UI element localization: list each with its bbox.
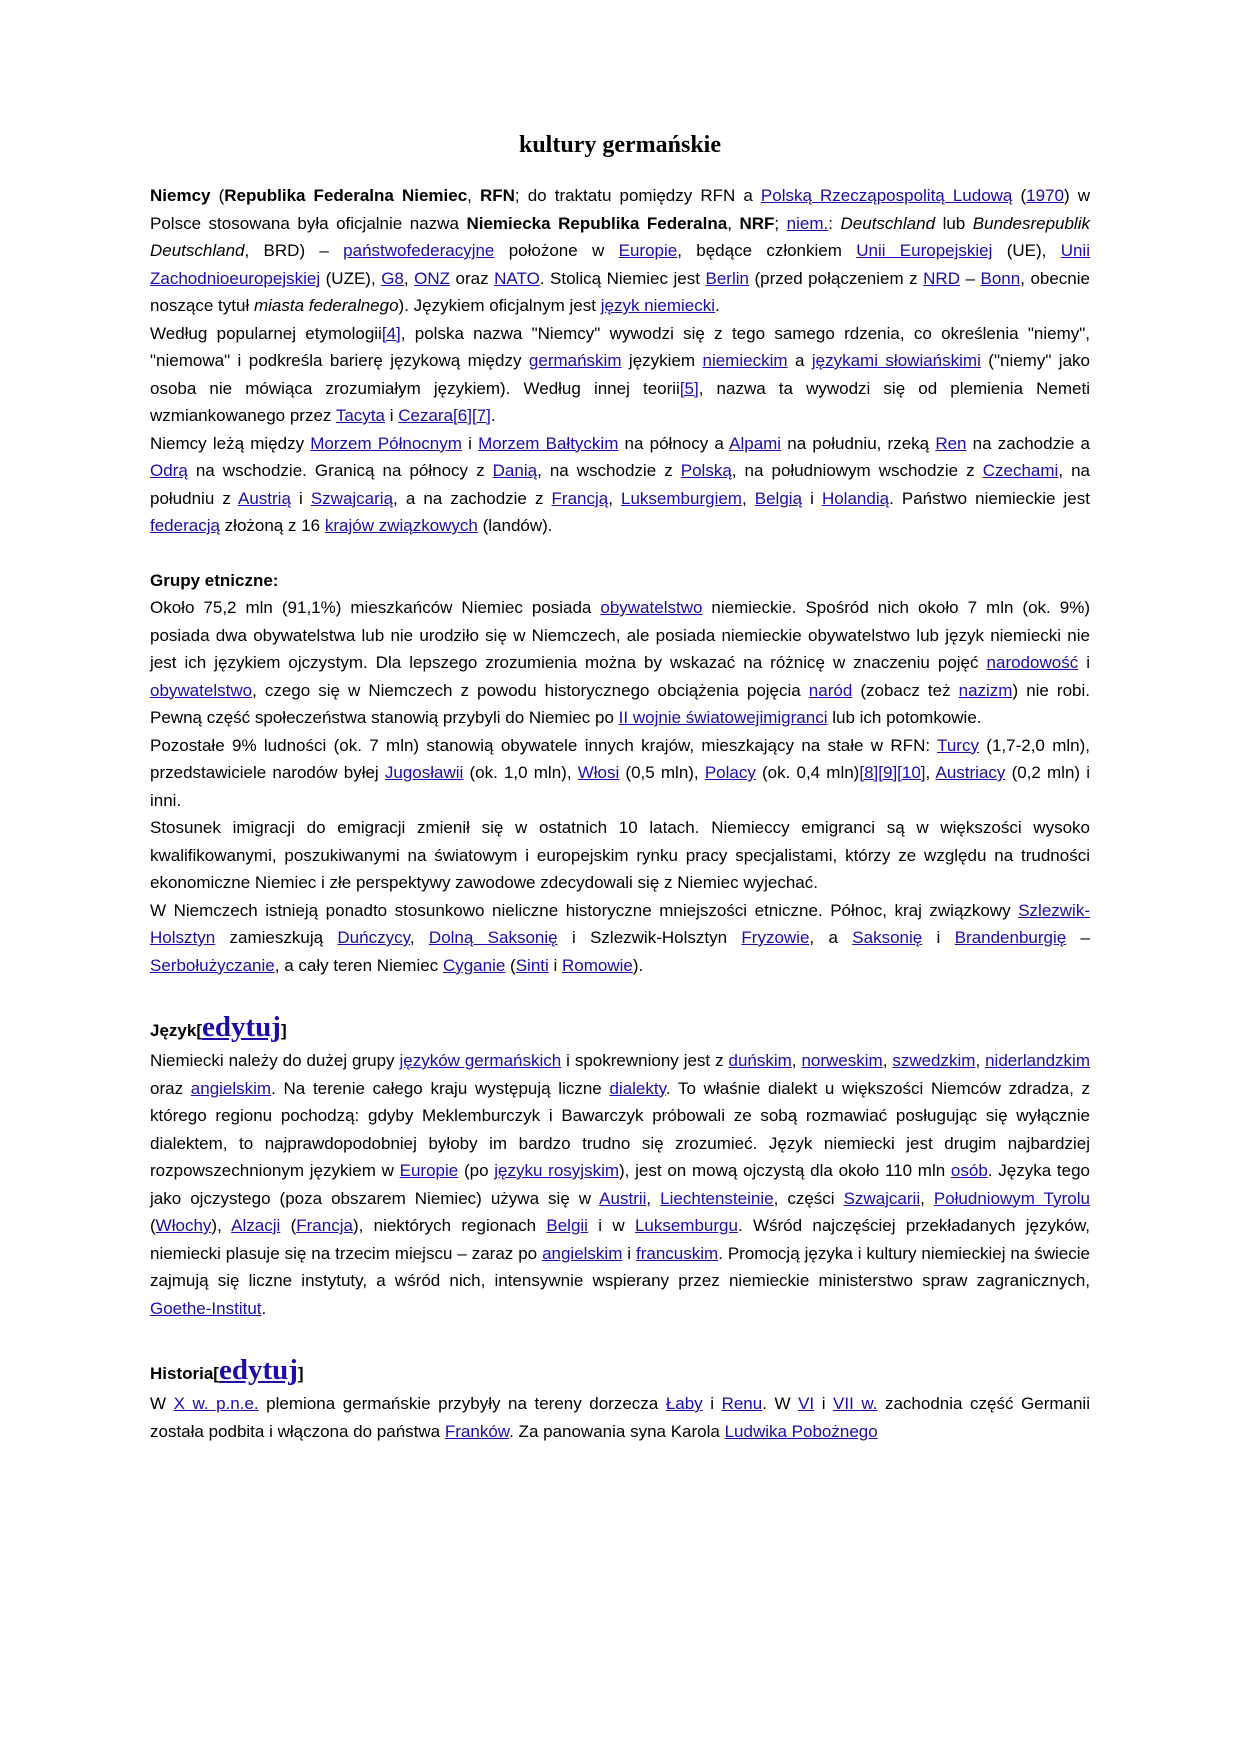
wiki-link[interactable]: Tacyta [335, 406, 385, 425]
text-run: i [461, 433, 479, 453]
wiki-link[interactable]: duńskim [728, 1051, 792, 1070]
text-run: (UZE), [320, 268, 382, 288]
text-run: , czego się w Niemczech z powodu historycznego obciążenia pojęcia [252, 680, 809, 700]
text-run: . Państwo niemieckie jest [889, 488, 1090, 508]
text-run: oraz [150, 1078, 191, 1098]
wiki-link[interactable]: Południowym Tyrolu [933, 1188, 1090, 1208]
paragraph [150, 430, 1090, 540]
text-run: Język [150, 1021, 197, 1040]
text-run: . Na terenie całego kraju występują liczne [271, 1078, 610, 1098]
wiki-link[interactable]: [8] [859, 763, 879, 782]
wiki-link[interactable]: norweskim [801, 1051, 883, 1070]
wiki-link[interactable]: [10] [897, 763, 926, 782]
edit-link[interactable]: edytuj [202, 1011, 281, 1043]
text-run: W Niemczech istnieją ponadto stosunkowo nieliczne historyczne mniejszości etniczne. Północ, kraj związkowy [150, 900, 1019, 920]
wiki-link[interactable]: X w. p.n.e. [173, 1394, 259, 1413]
text-run: i [622, 1243, 637, 1263]
wiki-link[interactable]: Brandenburgię [954, 928, 1067, 947]
text-run: , na południu z [150, 461, 1091, 508]
text-run: na wschodzie. Granicą na północy z [187, 461, 493, 480]
wiki-link[interactable]: Jugosławii [384, 763, 464, 782]
wiki-link[interactable]: języków germańskich [399, 1051, 562, 1070]
wiki-link[interactable]: francuskim [636, 1243, 719, 1263]
text-run: , na wschodzie z [537, 461, 681, 480]
wiki-link[interactable]: narodowość [986, 653, 1079, 672]
wiki-link[interactable]: Goethe-Institut [150, 1298, 262, 1318]
wiki-link[interactable]: Belgii [546, 1216, 588, 1235]
wiki-link[interactable]: Łaby [665, 1394, 703, 1413]
text-run: ) w Polsce stosowana była oficjalnie nazwa [150, 186, 1090, 233]
paragraph [150, 814, 1090, 897]
wiki-link[interactable]: Saksonię [852, 928, 923, 947]
wiki-link[interactable]: Unii Zachodnioeuropejskiej [150, 241, 1090, 288]
wiki-link[interactable]: Włosi [577, 763, 620, 782]
text-run: . Promocją języka i kultury niemieckiej na świecie zajmują się liczne instytuty, a wśród nich, intensywnie wspierany przez niemieckie ministerstwo spraw zagranicznych, [150, 1243, 1090, 1290]
wiki-link[interactable]: Polską Rzecząpospolitą Ludową [760, 186, 1013, 205]
wiki-link[interactable]: państwofederacyjne [343, 241, 495, 260]
text-run: Niemcy leżą między [150, 433, 311, 453]
text-run: ("niemy" jako osoba nie mówiąca zrozumiałym językiem). Według innej teorii [150, 351, 1090, 398]
wiki-link[interactable]: Odrą [150, 461, 188, 480]
wiki-link[interactable]: Austriacy [935, 763, 1006, 782]
text-run: , [403, 268, 415, 288]
text-run: Republika Federalna Niemiec [224, 186, 468, 205]
wiki-link[interactable]: [7] [471, 406, 491, 425]
text-run: (1,7-2,0 mln), przedstawiciele narodów byłej [150, 735, 1090, 782]
text-run: , na południowym wschodzie z [731, 461, 983, 480]
text-run: (po [458, 1161, 495, 1180]
wiki-link[interactable]: Turcy [937, 735, 979, 755]
text-run: , będące członkiem [677, 241, 857, 260]
text-run: położone w [494, 241, 619, 260]
text-run: : [828, 213, 841, 233]
text-run: , [727, 213, 740, 233]
bracket: ] [280, 1021, 287, 1040]
text-run: Grupy etniczne: [150, 570, 279, 590]
text-run: ; do traktatu pomiędzy RFN a [514, 186, 761, 205]
text-run: i spokrewniony jest z [561, 1051, 729, 1070]
text-run: i [1078, 653, 1091, 672]
text-run: Niemiecka Republika Federalna [466, 213, 728, 233]
wiki-link[interactable]: Holandią [821, 488, 890, 508]
document-body [150, 182, 1090, 1445]
text-run: ; [774, 213, 787, 233]
wiki-link[interactable]: [9] [878, 763, 898, 782]
wiki-link[interactable]: NRD [923, 268, 960, 288]
text-run: i [814, 1394, 834, 1413]
wiki-link[interactable]: Francją [551, 488, 609, 508]
text-run: , [608, 488, 622, 508]
bracket: [ [213, 1364, 219, 1383]
paragraph [150, 897, 1090, 980]
wiki-link[interactable]: Bonn [980, 268, 1021, 288]
text-run: W [150, 1394, 174, 1413]
text-run: , [409, 928, 429, 947]
text-run: i [802, 488, 822, 508]
text-run: . [261, 1298, 267, 1318]
wiki-link[interactable]: naród [808, 680, 853, 700]
text-run: Bundesrepublik Deutschland [150, 213, 1090, 260]
wiki-link[interactable]: germańskim [528, 351, 622, 370]
wiki-link[interactable]: Belgią [754, 488, 803, 508]
text-run: i w [587, 1216, 635, 1235]
text-run: i [702, 1394, 722, 1413]
text-run: a [787, 351, 812, 370]
text-run: Niemiecki należy do dużej grupy [150, 1051, 400, 1070]
text-run: , [975, 1051, 986, 1070]
wiki-link[interactable]: Serbołużyczanie [150, 955, 275, 975]
text-run: , części [773, 1188, 844, 1208]
wiki-link[interactable]: Fryzowie [741, 928, 810, 947]
wiki-link[interactable]: nazizm [958, 680, 1013, 700]
text-run: , a cały teren Niemiec [274, 955, 443, 975]
text-run: złożoną z 16 [219, 516, 325, 535]
text-run: , polska nazwa "Niemcy" wywodzi się z tego samego rdzenia, co określenia "niemy", "niemowa" i podkreśla barierę językową między [150, 323, 1090, 370]
wiki-link[interactable]: [4] [381, 323, 401, 343]
text-run: Niemcy [150, 186, 211, 205]
subsection-heading [150, 567, 1090, 595]
text-run: (UE), [992, 241, 1061, 260]
wiki-link[interactable]: angielskim [190, 1078, 272, 1098]
text-run: (przed połączeniem z [748, 268, 924, 288]
text-run: Stosunek imigracji do emigracji zmienił się w ostatnich 10 latach. Niemieccy emigranci są w większości wysoko kwalifikowanymi, poszukiwanymi na światowym i europejskim rynku pracy specjalistami, którzy ze względu na trudności ekonomiczne Niemiec i złe perspektywy zawodowe zdecydowali się z Niemiec wyjechać. [150, 818, 1090, 892]
wiki-link[interactable]: [5] [679, 378, 699, 398]
text-run: zachodnia część Germanii została podbita i włączona do państwa [150, 1394, 1090, 1441]
wiki-link[interactable]: 1970 [1026, 186, 1064, 205]
bracket: ] [297, 1364, 304, 1383]
text-run: , [925, 763, 936, 782]
text-run: ), niektórych regionach [352, 1216, 547, 1235]
wiki-link[interactable]: Szwajcarią [310, 488, 394, 508]
wiki-link[interactable]: Polacy [704, 763, 756, 782]
text-run: ). Językiem oficjalnym jest [398, 296, 601, 315]
text-run: , a [809, 928, 853, 947]
text-run: językiem [621, 351, 703, 370]
wiki-link[interactable]: Romowie [562, 955, 633, 975]
text-run: i [384, 406, 399, 425]
wiki-link[interactable]: Renu [721, 1394, 763, 1413]
wiki-link[interactable]: Ludwika Pobożnego [724, 1421, 878, 1441]
text-run: (0,2 mln) i inni. [150, 763, 1091, 810]
text-run: na północy a [618, 433, 730, 453]
text-run: ( [210, 186, 225, 205]
text-run: Według popularnej etymologii [150, 323, 382, 343]
text-run: ( [150, 1216, 156, 1235]
text-run: . Stolicą Niemiec jest [539, 268, 706, 288]
text-run: ), jest on mową ojczystą dla około 110 mln [619, 1161, 951, 1180]
wiki-link[interactable]: Ren [935, 433, 967, 453]
wiki-link[interactable]: obywatelstwo [600, 598, 703, 617]
paragraph [150, 732, 1090, 815]
wiki-link[interactable]: Włochy [155, 1216, 212, 1235]
paragraph [150, 1047, 1090, 1322]
text-run: Deutschland [840, 213, 936, 233]
text-run: na południu, rzeką [781, 433, 936, 453]
text-run: lub ich potomkowie. [827, 708, 982, 727]
text-run: Około 75,2 mln (91,1%) mieszkańców Niemiec posiada [150, 598, 601, 617]
wiki-link[interactable]: Alzacji [231, 1216, 281, 1235]
wiki-link[interactable]: G8 [381, 268, 404, 288]
paragraph [150, 1390, 1090, 1445]
wiki-link[interactable]: Szwajcarii [843, 1188, 921, 1208]
wiki-link[interactable]: Austrią [237, 488, 291, 508]
text-run: ( [1012, 186, 1027, 205]
text-run: Pozostałe 9% ludności (ok. 7 mln) stanowią obywatele innych krajów, mieszkający na stałe w RFN: [150, 735, 938, 755]
text-run: . To właśnie dialekt u większości Niemców zdradza, z którego regionu pochodzą: gdyby Meklemburczyk i Bawarczyk próbowali ze sobą rozmawiać posługując się wyłącznie dialektem, to najprawdopodobniej byłoby im bardzo trudno się zrozumieć. Język niemiecki jest drugim najbardziej rozpowszechnionym językiem w [150, 1078, 1090, 1180]
text-run: , [882, 1051, 893, 1070]
wiki-link[interactable]: niemieckim [702, 351, 788, 370]
wiki-link[interactable]: Sinti [515, 955, 549, 975]
text-run: , [741, 488, 755, 508]
text-run: i [548, 955, 563, 975]
text-run: (ok. 1,0 mln), [463, 763, 578, 782]
text-run: . Wśród najczęściej przekładanych języków, niemiecki plasuje się na trzecim miejscu – zaraz po [150, 1216, 1091, 1263]
wiki-link[interactable]: ONZ [414, 268, 451, 288]
document-page [150, 130, 1090, 1445]
wiki-link[interactable]: Duńczycy [337, 928, 410, 947]
text-run: ). [632, 955, 644, 975]
wiki-link[interactable]: Unii Europejskiej [856, 241, 993, 260]
text-run: ), [211, 1216, 232, 1235]
wiki-link[interactable]: niem. [786, 213, 829, 233]
bracket: [ [196, 1021, 202, 1040]
wiki-link[interactable]: VI [798, 1394, 815, 1413]
wiki-link[interactable]: Europie [399, 1161, 459, 1180]
text-run: – [960, 268, 981, 288]
text-run: , [920, 1188, 934, 1208]
wiki-link[interactable]: krajów związkowych [324, 516, 478, 535]
text-run: ) nie robi. Pewną część społeczeństwa stanowią przybyli do Niemiec po [150, 680, 1090, 727]
text-run: niemieckie. Spośród nich około 7 mln (ok. 9%) posiada dwa obywatelstwa lub nie urodziło się w Niemczech, ale posiada niemieckie obywatelstwo lub język niemiecki nie jest ich językiem ojczystym. Dla lepszego zrozumienia można by wskazać na różnicę w znaczeniu pojęć [150, 598, 1090, 672]
text-run: , BRD) – [244, 241, 344, 260]
text-run: . W [762, 1394, 799, 1413]
paragraph [150, 594, 1090, 732]
text-run: . Za panowania syna Karola [509, 1421, 725, 1441]
text-run: , [791, 1051, 802, 1070]
wiki-link[interactable]: szwedzkim [892, 1051, 976, 1070]
wiki-link[interactable]: Francja [296, 1216, 353, 1235]
wiki-link[interactable]: Luksemburgu [634, 1216, 738, 1235]
text-run: miasta federalnego [253, 296, 399, 315]
wiki-link[interactable]: Austrii [599, 1188, 647, 1208]
text-run: , a na zachodzie z [393, 488, 552, 508]
paragraph [150, 320, 1090, 430]
wiki-link[interactable]: angielskim [542, 1243, 623, 1263]
text-run: . [715, 296, 720, 315]
paragraph [150, 182, 1090, 320]
wiki-link[interactable]: federacją [150, 516, 220, 535]
wiki-link[interactable]: Polską [680, 461, 732, 480]
wiki-link[interactable]: Franków [444, 1421, 510, 1441]
text-run: na zachodzie a [966, 433, 1090, 453]
wiki-link[interactable]: Berlin [705, 268, 749, 288]
text-run: RFN [479, 186, 515, 205]
text-run: (landów). [477, 516, 553, 535]
wiki-link[interactable]: obywatelstwo [150, 680, 253, 700]
wiki-link[interactable]: Danią [492, 461, 538, 480]
wiki-link[interactable]: niderlandzkim [985, 1051, 1090, 1070]
wiki-link[interactable]: [6] [453, 406, 472, 425]
wiki-link[interactable]: językami słowiańskimi [811, 351, 981, 370]
text-run: , [646, 1188, 661, 1208]
text-run: , nazwa ta wywodzi się od plemienia Nemeti wzmiankowanego przez [150, 378, 1090, 425]
text-run: , [467, 186, 480, 205]
text-run: (0,5 mln), [619, 763, 705, 782]
wiki-link[interactable]: Europie [618, 241, 678, 260]
edit-link[interactable]: edytuj [218, 1354, 298, 1386]
text-run: i [290, 488, 311, 508]
wiki-link[interactable]: Alpami [729, 433, 782, 453]
wiki-link[interactable]: VII w. [833, 1394, 878, 1413]
document-title: kultury germańskie [518, 132, 721, 158]
wiki-link[interactable]: dialekty [609, 1078, 666, 1098]
wiki-link[interactable]: II wojnie światowejimigranci [618, 708, 828, 727]
text-run: oraz [450, 268, 495, 288]
text-run: NRF [739, 213, 775, 233]
wiki-link[interactable]: Cezara [398, 406, 454, 425]
text-run: ( [280, 1216, 297, 1235]
wiki-link[interactable]: Cyganie [442, 955, 506, 975]
wiki-link[interactable]: język niemiecki [600, 296, 716, 315]
text-run: , obecnie noszące tytuł [150, 268, 1090, 315]
text-run: Historia [150, 1364, 214, 1383]
wiki-link[interactable]: języku rosyjskim [494, 1161, 620, 1180]
text-run: ( [505, 955, 516, 975]
wiki-link[interactable]: Morzem Północnym [310, 433, 462, 453]
section-heading [150, 1007, 1090, 1047]
wiki-link[interactable]: Liechtensteinie [660, 1188, 774, 1208]
wiki-link[interactable]: Dolną Saksonię [428, 928, 558, 947]
wiki-link[interactable]: Morzem Bałtyckim [478, 433, 619, 453]
wiki-link[interactable]: Czechami [982, 461, 1059, 480]
wiki-link[interactable]: NATO [494, 268, 540, 288]
text-run: i [922, 928, 955, 947]
wiki-link[interactable]: Szlezwik-Holsztyn [150, 900, 1090, 947]
text-run: lub [935, 213, 973, 233]
text-run: . [490, 406, 496, 425]
wiki-link[interactable]: Luksemburgiem [621, 488, 742, 508]
text-run: i Szlezwik-Holsztyn [557, 928, 742, 947]
text-run: zamieszkują [215, 928, 338, 947]
text-run: . Języka tego jako ojczystego (poza obszarem Niemiec) używa się w [150, 1161, 1090, 1208]
wiki-link[interactable]: osób [950, 1161, 988, 1180]
text-run: (zobacz też [852, 680, 959, 700]
text-run: plemiona germańskie przybyły na tereny dorzecza [258, 1394, 666, 1413]
section-heading [150, 1350, 1090, 1390]
text-run: – [1066, 928, 1091, 947]
text-run: (ok. 0,4 mln) [755, 763, 860, 782]
